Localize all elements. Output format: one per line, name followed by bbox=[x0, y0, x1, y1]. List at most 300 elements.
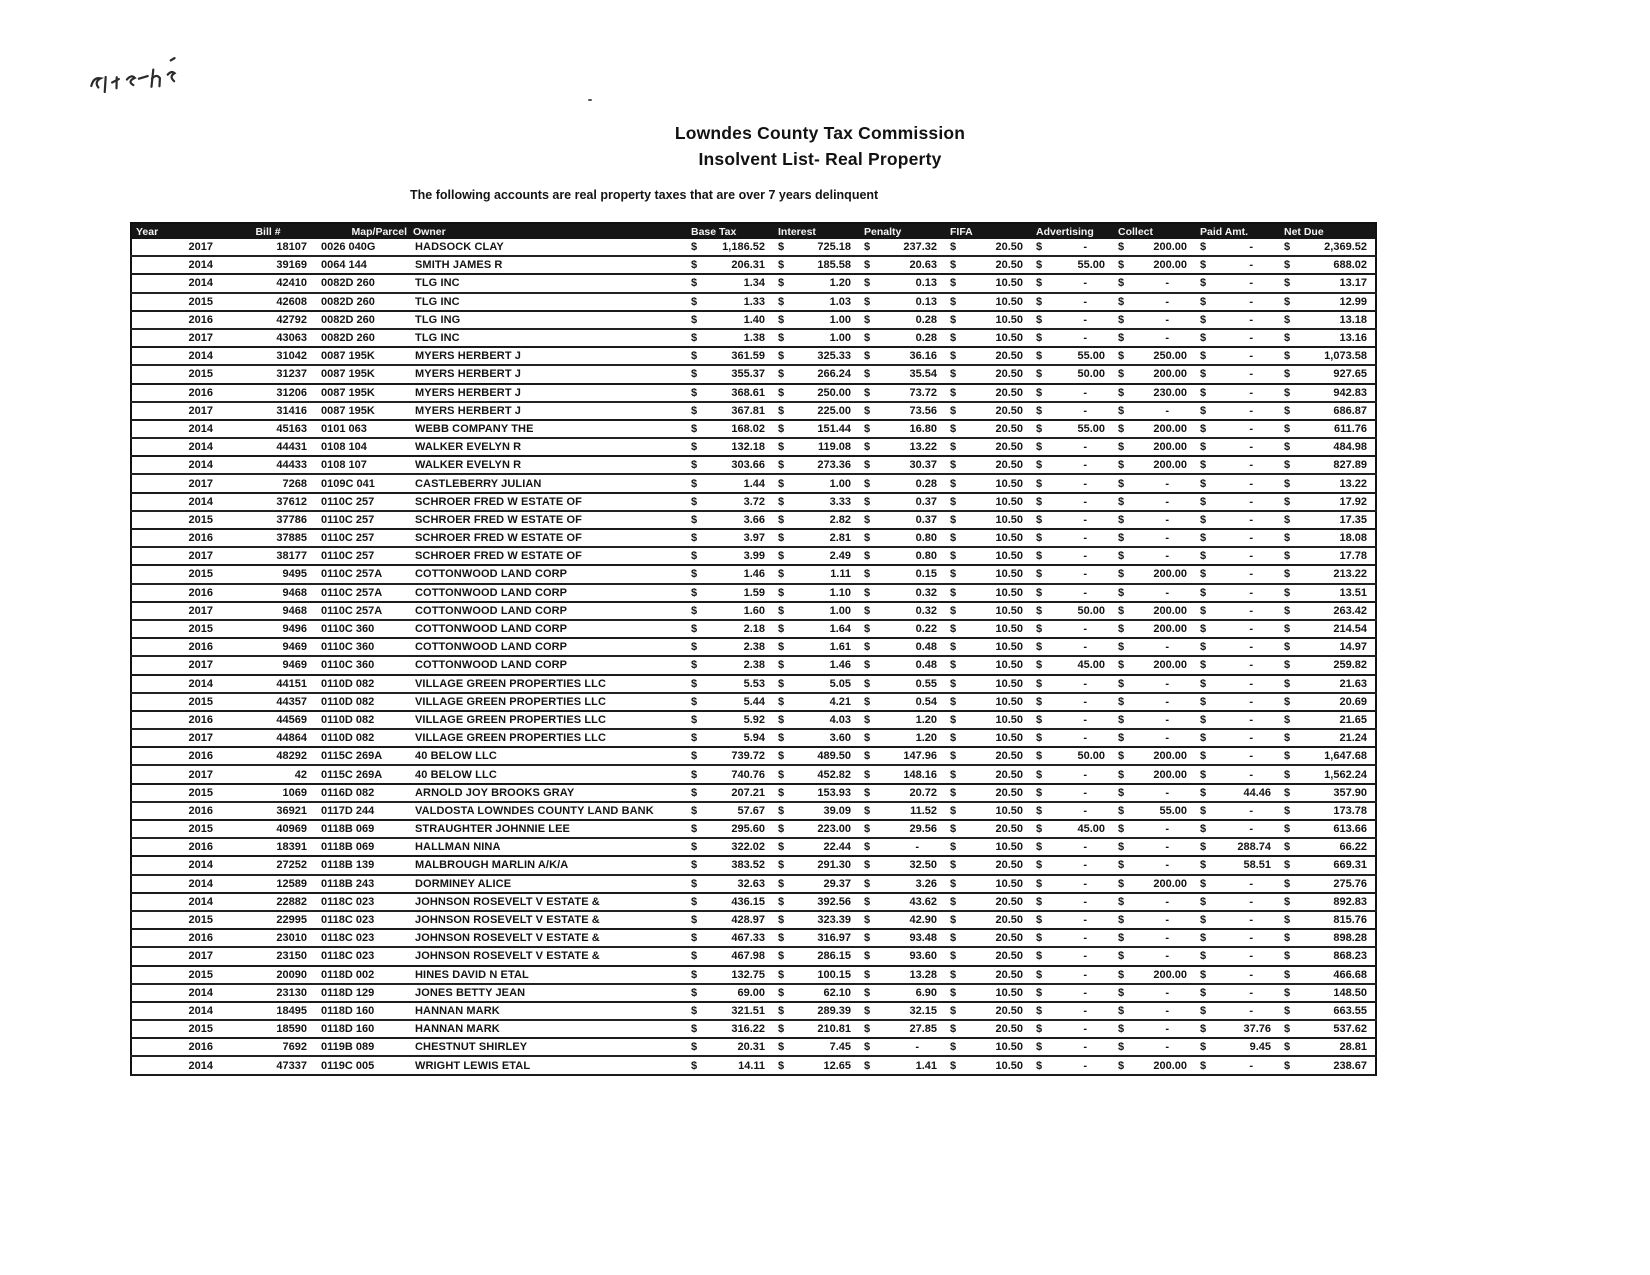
cell-net-due: $ 21.63 bbox=[1279, 675, 1376, 693]
cell-penalty: $ 29.56 bbox=[859, 820, 945, 838]
table-row bbox=[131, 947, 1376, 965]
dollar-sign: $ bbox=[1036, 804, 1043, 817]
dollar-sign: $ bbox=[864, 441, 871, 454]
dollar-sign: $ bbox=[778, 441, 785, 454]
dollar-sign: $ bbox=[864, 368, 871, 381]
cell-collect: $ - bbox=[1113, 493, 1195, 511]
cell-year: 2014 bbox=[131, 984, 223, 1002]
cell-paid-amt: $ - bbox=[1195, 365, 1279, 383]
dollar-sign: $ bbox=[1036, 550, 1043, 563]
cell-bill-number: 44431 bbox=[223, 438, 313, 456]
cell-interest: $ 223.00 bbox=[773, 820, 859, 838]
dollar-sign: $ bbox=[778, 804, 785, 817]
dollar-sign: $ bbox=[1284, 259, 1291, 272]
cell-fifa: $ 20.50 bbox=[945, 1020, 1031, 1038]
dollar-sign: $ bbox=[864, 859, 871, 872]
cell-paid-amt: $ - bbox=[1195, 329, 1279, 347]
cell-owner: SCHROER FRED W ESTATE OF bbox=[409, 529, 686, 547]
cell-fifa: $ 10.50 bbox=[945, 602, 1031, 620]
dollar-sign: $ bbox=[691, 277, 698, 290]
cell-interest: $ 1.00 bbox=[773, 311, 859, 329]
cell-fifa: $ 20.50 bbox=[945, 365, 1031, 383]
cell-interest: $ 153.93 bbox=[773, 784, 859, 802]
table-row bbox=[131, 602, 1376, 620]
dollar-sign: $ bbox=[950, 641, 957, 654]
cell-interest: $ 22.44 bbox=[773, 838, 859, 856]
dollar-sign: $ bbox=[1118, 895, 1125, 908]
dollar-sign: $ bbox=[691, 386, 698, 399]
cell-base-tax: $ 368.61 bbox=[686, 384, 773, 402]
cell-paid-amt: $ - bbox=[1195, 565, 1279, 583]
cell-year: 2016 bbox=[131, 529, 223, 547]
cell-interest: $ 452.82 bbox=[773, 765, 859, 783]
cell-owner: SCHROER FRED W ESTATE OF bbox=[409, 493, 686, 511]
cell-collect: $ 200.00 bbox=[1113, 875, 1195, 893]
cell-advertising: $ - bbox=[1031, 1020, 1113, 1038]
dollar-sign: $ bbox=[1284, 441, 1291, 454]
dollar-sign: $ bbox=[1200, 368, 1207, 381]
dollar-sign: $ bbox=[1118, 986, 1125, 999]
dollar-sign: $ bbox=[1200, 404, 1207, 417]
cell-fifa: $ 20.50 bbox=[945, 402, 1031, 420]
table-row bbox=[131, 1056, 1376, 1074]
table-row bbox=[131, 802, 1376, 820]
dollar-sign: $ bbox=[864, 823, 871, 836]
column-header-interest: Interest bbox=[773, 223, 859, 239]
dollar-sign: $ bbox=[778, 350, 785, 363]
dollar-sign: $ bbox=[1284, 895, 1291, 908]
cell-paid-amt: $ - bbox=[1195, 274, 1279, 292]
cell-net-due: $ 815.76 bbox=[1279, 911, 1376, 929]
dollar-sign: $ bbox=[1118, 713, 1125, 726]
cell-advertising: $ 45.00 bbox=[1031, 656, 1113, 674]
dollar-sign: $ bbox=[778, 750, 785, 763]
cell-fifa: $ 20.50 bbox=[945, 456, 1031, 474]
cell-bill-number: 22995 bbox=[223, 911, 313, 929]
cell-collect: $ 200.00 bbox=[1113, 456, 1195, 474]
dollar-sign: $ bbox=[1284, 968, 1291, 981]
dollar-sign: $ bbox=[1284, 750, 1291, 763]
cell-fifa: $ 10.50 bbox=[945, 547, 1031, 565]
cell-net-due: $ 263.42 bbox=[1279, 602, 1376, 620]
table-row bbox=[131, 966, 1376, 984]
dollar-sign: $ bbox=[1200, 495, 1207, 508]
dollar-sign: $ bbox=[1200, 732, 1207, 745]
dollar-sign: $ bbox=[778, 241, 785, 254]
dollar-sign: $ bbox=[1118, 550, 1125, 563]
cell-advertising: $ - bbox=[1031, 239, 1113, 256]
dollar-sign: $ bbox=[691, 1023, 698, 1036]
dollar-sign: $ bbox=[1284, 532, 1291, 545]
cell-penalty: $ 13.22 bbox=[859, 438, 945, 456]
dollar-sign: $ bbox=[1118, 441, 1125, 454]
dollar-sign: $ bbox=[950, 532, 957, 545]
cell-interest: $ 4.03 bbox=[773, 711, 859, 729]
dollar-sign: $ bbox=[950, 459, 957, 472]
dollar-sign: $ bbox=[1118, 659, 1125, 672]
cell-fifa: $ 10.50 bbox=[945, 1056, 1031, 1074]
dollar-sign: $ bbox=[1284, 677, 1291, 690]
dollar-sign: $ bbox=[864, 1023, 871, 1036]
cell-paid-amt: $ - bbox=[1195, 966, 1279, 984]
dollar-sign: $ bbox=[864, 422, 871, 435]
cell-base-tax: $ 316.22 bbox=[686, 1020, 773, 1038]
dollar-sign: $ bbox=[1284, 350, 1291, 363]
dollar-sign: $ bbox=[864, 495, 871, 508]
dollar-sign: $ bbox=[864, 350, 871, 363]
cell-paid-amt: $ - bbox=[1195, 1002, 1279, 1020]
cell-advertising: $ 50.00 bbox=[1031, 602, 1113, 620]
dollar-sign: $ bbox=[1036, 823, 1043, 836]
dollar-sign: $ bbox=[864, 532, 871, 545]
cell-net-due: $ 13.51 bbox=[1279, 584, 1376, 602]
dollar-sign: $ bbox=[1200, 932, 1207, 945]
dollar-sign: $ bbox=[778, 532, 785, 545]
dollar-sign: $ bbox=[1118, 495, 1125, 508]
cell-year: 2017 bbox=[131, 765, 223, 783]
cell-fifa: $ 10.50 bbox=[945, 474, 1031, 492]
dollar-sign: $ bbox=[1036, 404, 1043, 417]
cell-advertising: $ - bbox=[1031, 547, 1113, 565]
cell-bill-number: 38177 bbox=[223, 547, 313, 565]
cell-map-parcel: 0082D 260 bbox=[313, 329, 409, 347]
cell-net-due: $ 613.66 bbox=[1279, 820, 1376, 838]
dollar-sign: $ bbox=[1284, 386, 1291, 399]
cell-paid-amt: $ - bbox=[1195, 311, 1279, 329]
dollar-sign: $ bbox=[691, 441, 698, 454]
cell-base-tax: $ 383.52 bbox=[686, 856, 773, 874]
cell-owner: COTTONWOOD LAND CORP bbox=[409, 584, 686, 602]
dollar-sign: $ bbox=[1284, 804, 1291, 817]
cell-owner: SMITH JAMES R bbox=[409, 256, 686, 274]
cell-fifa: $ 10.50 bbox=[945, 311, 1031, 329]
dollar-sign: $ bbox=[950, 768, 957, 781]
cell-bill-number: 7268 bbox=[223, 474, 313, 492]
dollar-sign: $ bbox=[864, 241, 871, 254]
dollar-sign: $ bbox=[1036, 914, 1043, 927]
cell-collect: $ - bbox=[1113, 474, 1195, 492]
cell-bill-number: 42 bbox=[223, 765, 313, 783]
cell-advertising: $ - bbox=[1031, 1038, 1113, 1056]
cell-net-due: $ 2,369.52 bbox=[1279, 239, 1376, 256]
dollar-sign: $ bbox=[691, 368, 698, 381]
dollar-sign: $ bbox=[1036, 877, 1043, 890]
cell-advertising: $ 50.00 bbox=[1031, 365, 1113, 383]
cell-advertising: $ - bbox=[1031, 711, 1113, 729]
dollar-sign: $ bbox=[950, 841, 957, 854]
dollar-sign: $ bbox=[1200, 914, 1207, 927]
cell-fifa: $ 20.50 bbox=[945, 966, 1031, 984]
cell-interest: $ 151.44 bbox=[773, 420, 859, 438]
column-header-collect: Collect bbox=[1113, 223, 1195, 239]
cell-paid-amt: $ 58.51 bbox=[1195, 856, 1279, 874]
dollar-sign: $ bbox=[778, 677, 785, 690]
dollar-sign: $ bbox=[1036, 641, 1043, 654]
handwritten-mark bbox=[82, 53, 185, 109]
cell-net-due: $ 898.28 bbox=[1279, 929, 1376, 947]
dollar-sign: $ bbox=[1284, 786, 1291, 799]
cell-penalty: $ 13.28 bbox=[859, 966, 945, 984]
dollar-sign: $ bbox=[1036, 986, 1043, 999]
cell-year: 2014 bbox=[131, 1056, 223, 1074]
dollar-sign: $ bbox=[1200, 895, 1207, 908]
dollar-sign: $ bbox=[1284, 422, 1291, 435]
table-row bbox=[131, 1038, 1376, 1056]
cell-year: 2017 bbox=[131, 656, 223, 674]
dollar-sign: $ bbox=[691, 859, 698, 872]
cell-fifa: $ 20.50 bbox=[945, 911, 1031, 929]
cell-paid-amt: $ - bbox=[1195, 529, 1279, 547]
cell-paid-amt: $ - bbox=[1195, 747, 1279, 765]
dollar-sign: $ bbox=[691, 659, 698, 672]
cell-map-parcel: 0110C 257 bbox=[313, 511, 409, 529]
cell-fifa: $ 20.50 bbox=[945, 438, 1031, 456]
cell-advertising: $ - bbox=[1031, 838, 1113, 856]
cell-bill-number: 7692 bbox=[223, 1038, 313, 1056]
cell-advertising: $ - bbox=[1031, 565, 1113, 583]
cell-net-due: $ 238.67 bbox=[1279, 1056, 1376, 1074]
cell-owner: MYERS HERBERT J bbox=[409, 402, 686, 420]
cell-paid-amt: $ - bbox=[1195, 820, 1279, 838]
dollar-sign: $ bbox=[1200, 604, 1207, 617]
cell-year: 2016 bbox=[131, 384, 223, 402]
dollar-sign: $ bbox=[864, 804, 871, 817]
dollar-sign: $ bbox=[1036, 477, 1043, 490]
cell-collect: $ - bbox=[1113, 1038, 1195, 1056]
dollar-sign: $ bbox=[691, 804, 698, 817]
dollar-sign: $ bbox=[1036, 350, 1043, 363]
dollar-sign: $ bbox=[778, 823, 785, 836]
dollar-sign: $ bbox=[1200, 477, 1207, 490]
cell-owner: MALBROUGH MARLIN A/K/A bbox=[409, 856, 686, 874]
cell-map-parcel: 0119B 089 bbox=[313, 1038, 409, 1056]
dollar-sign: $ bbox=[1284, 914, 1291, 927]
cell-map-parcel: 0118B 243 bbox=[313, 875, 409, 893]
cell-net-due: $ 686.87 bbox=[1279, 402, 1376, 420]
cell-collect: $ - bbox=[1113, 820, 1195, 838]
cell-year: 2014 bbox=[131, 438, 223, 456]
dollar-sign: $ bbox=[691, 1041, 698, 1054]
table-row bbox=[131, 984, 1376, 1002]
dollar-sign: $ bbox=[1200, 1004, 1207, 1017]
cell-penalty: $ 0.13 bbox=[859, 293, 945, 311]
dollar-sign: $ bbox=[1284, 568, 1291, 581]
cell-base-tax: $ 2.38 bbox=[686, 656, 773, 674]
dollar-sign: $ bbox=[1118, 422, 1125, 435]
cell-bill-number: 1069 bbox=[223, 784, 313, 802]
dollar-sign: $ bbox=[778, 550, 785, 563]
dollar-sign: $ bbox=[950, 859, 957, 872]
dollar-sign: $ bbox=[691, 295, 698, 308]
column-header-base-tax: Base Tax bbox=[686, 223, 773, 239]
dollar-sign: $ bbox=[691, 422, 698, 435]
dollar-sign: $ bbox=[691, 786, 698, 799]
cell-net-due: $ 173.78 bbox=[1279, 802, 1376, 820]
cell-paid-amt: $ - bbox=[1195, 638, 1279, 656]
cell-owner: TLG ING bbox=[409, 311, 686, 329]
dollar-sign: $ bbox=[950, 914, 957, 927]
table-row bbox=[131, 347, 1376, 365]
dollar-sign: $ bbox=[691, 1059, 698, 1072]
cell-fifa: $ 20.50 bbox=[945, 239, 1031, 256]
table-row bbox=[131, 893, 1376, 911]
dollar-sign: $ bbox=[950, 386, 957, 399]
dollar-sign: $ bbox=[864, 968, 871, 981]
cell-map-parcel: 0101 063 bbox=[313, 420, 409, 438]
dollar-sign: $ bbox=[691, 641, 698, 654]
dollar-sign: $ bbox=[950, 604, 957, 617]
dollar-sign: $ bbox=[778, 495, 785, 508]
cell-net-due: $ 21.65 bbox=[1279, 711, 1376, 729]
dollar-sign: $ bbox=[1200, 513, 1207, 526]
dollar-sign: $ bbox=[1200, 386, 1207, 399]
dollar-sign: $ bbox=[864, 477, 871, 490]
dollar-sign: $ bbox=[1118, 877, 1125, 890]
table-row bbox=[131, 1020, 1376, 1038]
cell-net-due: $ 688.02 bbox=[1279, 256, 1376, 274]
dollar-sign: $ bbox=[1036, 1059, 1043, 1072]
dollar-sign: $ bbox=[950, 313, 957, 326]
dollar-sign: $ bbox=[1036, 895, 1043, 908]
cell-owner: STRAUGHTER JOHNNIE LEE bbox=[409, 820, 686, 838]
dollar-sign: $ bbox=[864, 713, 871, 726]
cell-base-tax: $ 5.44 bbox=[686, 693, 773, 711]
cell-interest: $ 2.82 bbox=[773, 511, 859, 529]
cell-owner: HINES DAVID N ETAL bbox=[409, 966, 686, 984]
dollar-sign: $ bbox=[1284, 986, 1291, 999]
cell-collect: $ 55.00 bbox=[1113, 802, 1195, 820]
column-header-fifa: FIFA bbox=[945, 223, 1031, 239]
dollar-sign: $ bbox=[1118, 914, 1125, 927]
cell-penalty: $ 0.15 bbox=[859, 565, 945, 583]
dollar-sign: $ bbox=[778, 986, 785, 999]
cell-base-tax: $ 361.59 bbox=[686, 347, 773, 365]
table-row bbox=[131, 911, 1376, 929]
dollar-sign: $ bbox=[1284, 713, 1291, 726]
dollar-sign: $ bbox=[1036, 841, 1043, 854]
cell-year: 2017 bbox=[131, 729, 223, 747]
cell-interest: $ 1.00 bbox=[773, 329, 859, 347]
cell-net-due: $ 868.23 bbox=[1279, 947, 1376, 965]
cell-owner: SCHROER FRED W ESTATE OF bbox=[409, 547, 686, 565]
dollar-sign: $ bbox=[1036, 277, 1043, 290]
cell-net-due: $ 66.22 bbox=[1279, 838, 1376, 856]
cell-collect: $ - bbox=[1113, 729, 1195, 747]
cell-advertising: $ - bbox=[1031, 293, 1113, 311]
dollar-sign: $ bbox=[1036, 295, 1043, 308]
dollar-sign: $ bbox=[1118, 1023, 1125, 1036]
dollar-sign: $ bbox=[1200, 841, 1207, 854]
dollar-sign: $ bbox=[1284, 332, 1291, 345]
dollar-sign: $ bbox=[691, 532, 698, 545]
dollar-sign: $ bbox=[864, 695, 871, 708]
cell-penalty: $ 30.37 bbox=[859, 456, 945, 474]
cell-bill-number: 43063 bbox=[223, 329, 313, 347]
dollar-sign: $ bbox=[1200, 1023, 1207, 1036]
dollar-sign: $ bbox=[1118, 295, 1125, 308]
cell-advertising: $ - bbox=[1031, 584, 1113, 602]
cell-net-due: $ 13.18 bbox=[1279, 311, 1376, 329]
table-row bbox=[131, 274, 1376, 292]
dollar-sign: $ bbox=[1284, 404, 1291, 417]
cell-map-parcel: 0108 107 bbox=[313, 456, 409, 474]
table-row bbox=[131, 729, 1376, 747]
dollar-sign: $ bbox=[950, 1059, 957, 1072]
dollar-sign: $ bbox=[864, 386, 871, 399]
cell-advertising: $ - bbox=[1031, 765, 1113, 783]
cell-fifa: $ 20.50 bbox=[945, 347, 1031, 365]
cell-net-due: $ 14.97 bbox=[1279, 638, 1376, 656]
cell-year: 2016 bbox=[131, 802, 223, 820]
cell-interest: $ 1.00 bbox=[773, 474, 859, 492]
cell-base-tax: $ 5.92 bbox=[686, 711, 773, 729]
cell-year: 2017 bbox=[131, 402, 223, 420]
dollar-sign: $ bbox=[950, 695, 957, 708]
cell-collect: $ - bbox=[1113, 947, 1195, 965]
dollar-sign: $ bbox=[1036, 750, 1043, 763]
dollar-sign: $ bbox=[1200, 550, 1207, 563]
dollar-sign: $ bbox=[864, 586, 871, 599]
cell-paid-amt: $ - bbox=[1195, 875, 1279, 893]
cell-bill-number: 37885 bbox=[223, 529, 313, 547]
cell-paid-amt: $ - bbox=[1195, 547, 1279, 565]
cell-year: 2016 bbox=[131, 584, 223, 602]
cell-owner: VILLAGE GREEN PROPERTIES LLC bbox=[409, 675, 686, 693]
dollar-sign: $ bbox=[950, 422, 957, 435]
dollar-sign: $ bbox=[1200, 459, 1207, 472]
cell-penalty: $ 147.96 bbox=[859, 747, 945, 765]
cell-map-parcel: 0110D 082 bbox=[313, 711, 409, 729]
dollar-sign: $ bbox=[950, 823, 957, 836]
cell-net-due: $ 259.82 bbox=[1279, 656, 1376, 674]
cell-net-due: $ 892.83 bbox=[1279, 893, 1376, 911]
cell-net-due: $ 13.22 bbox=[1279, 474, 1376, 492]
cell-collect: $ 200.00 bbox=[1113, 256, 1195, 274]
document-description: The following accounts are real property taxes that are over 7 years delinquent bbox=[410, 188, 879, 202]
cell-advertising: $ - bbox=[1031, 1056, 1113, 1074]
cell-map-parcel: 0110D 082 bbox=[313, 675, 409, 693]
dollar-sign: $ bbox=[1036, 422, 1043, 435]
cell-owner: JONES BETTY JEAN bbox=[409, 984, 686, 1002]
cell-map-parcel: 0117D 244 bbox=[313, 802, 409, 820]
cell-net-due: $ 275.76 bbox=[1279, 875, 1376, 893]
dollar-sign: $ bbox=[691, 404, 698, 417]
cell-owner: COTTONWOOD LAND CORP bbox=[409, 638, 686, 656]
cell-interest: $ 7.45 bbox=[773, 1038, 859, 1056]
dollar-sign: $ bbox=[691, 241, 698, 254]
cell-base-tax: $ 303.66 bbox=[686, 456, 773, 474]
cell-net-due: $ 18.08 bbox=[1279, 529, 1376, 547]
dollar-sign: $ bbox=[1036, 532, 1043, 545]
cell-bill-number: 31206 bbox=[223, 384, 313, 402]
cell-fifa: $ 10.50 bbox=[945, 511, 1031, 529]
dollar-sign: $ bbox=[1200, 1059, 1207, 1072]
cell-fifa: $ 20.50 bbox=[945, 947, 1031, 965]
cell-paid-amt: $ - bbox=[1195, 729, 1279, 747]
cell-owner: CASTLEBERRY JULIAN bbox=[409, 474, 686, 492]
cell-net-due: $ 20.69 bbox=[1279, 693, 1376, 711]
dollar-sign: $ bbox=[1118, 641, 1125, 654]
cell-collect: $ 230.00 bbox=[1113, 384, 1195, 402]
cell-map-parcel: 0110C 360 bbox=[313, 656, 409, 674]
column-header-net-due: Net Due bbox=[1279, 223, 1376, 239]
cell-base-tax: $ 467.98 bbox=[686, 947, 773, 965]
cell-advertising: $ - bbox=[1031, 802, 1113, 820]
dollar-sign: $ bbox=[1118, 932, 1125, 945]
dollar-sign: $ bbox=[1284, 277, 1291, 290]
dollar-sign: $ bbox=[778, 659, 785, 672]
cell-penalty: $ 0.80 bbox=[859, 529, 945, 547]
